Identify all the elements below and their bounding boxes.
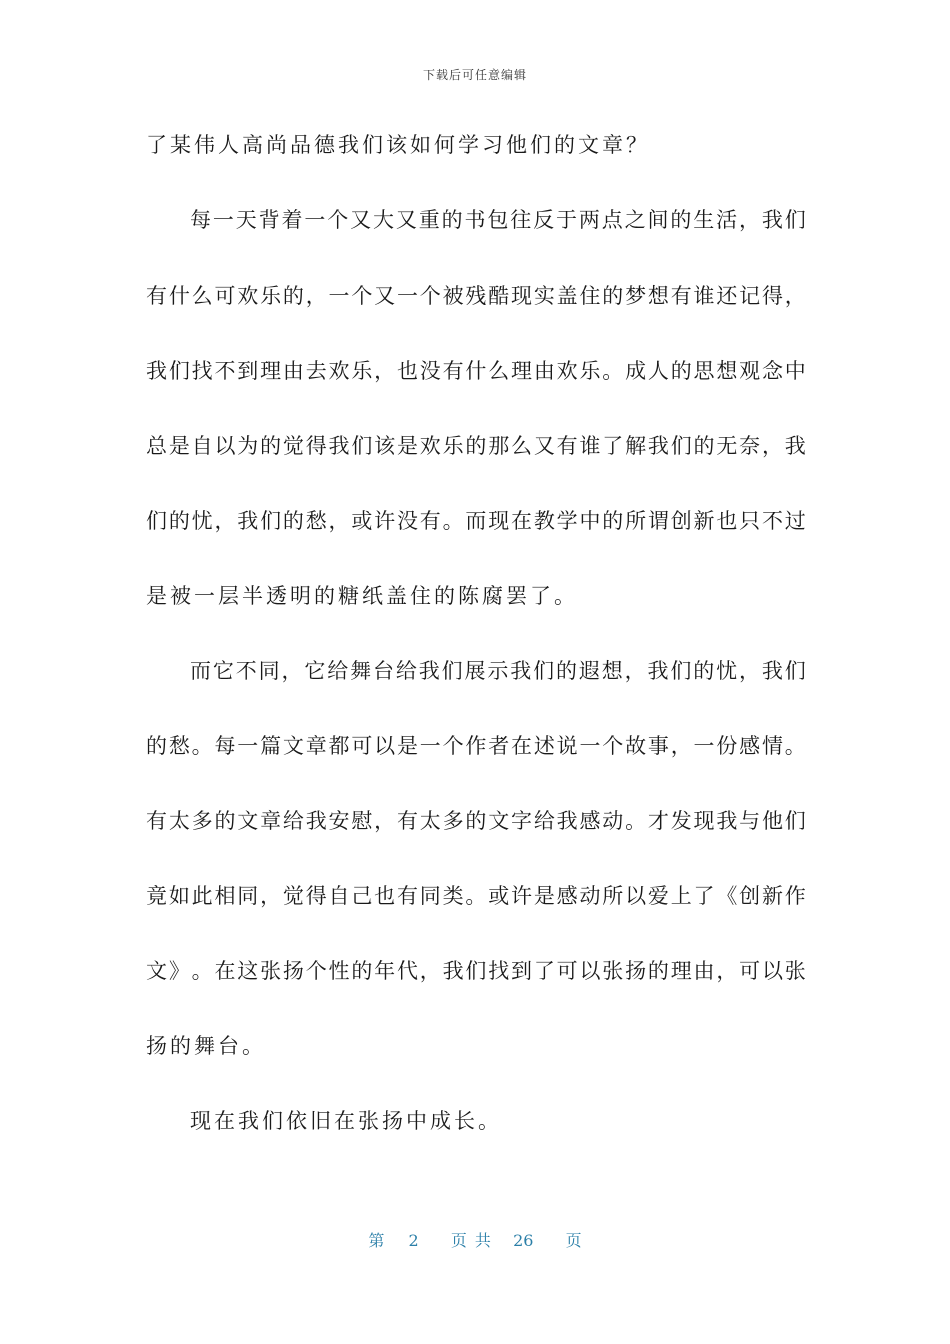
text-line: 竟 如 此 相 同 ， 觉 得 自 己 也 有 同 类 。 或 许 是 感 动 所 以 爱 上 了 《 创 新 作 (146, 884, 806, 908)
text-line: 我 们 找 不 到 理 由 去 欢 乐 ， 也 没 有 什 么 理 由 欢 乐 。 成 人 的 思 想 观 念 中 (146, 359, 806, 383)
text-line: 有 太 多 的 文 章 给 我 安 慰 ， 有 太 多 的 文 字 给 我 感 动 。 才 发 现 我 与 他 们 (146, 809, 806, 833)
footer-page-unit-total: 页共 (450, 1231, 499, 1250)
text-line: 而 它 不 同 ， 它 给 舞 台 给 我 们 展 示 我 们 的 遐 想 ， 我 们 的 忧 ， 我 们 (190, 659, 806, 683)
text-line: 扬的舞台。 (146, 1034, 266, 1058)
footer-page-current: 2 (408, 1231, 419, 1250)
text-line: 有 什 么 可 欢 乐 的 ， 一 个 又 一 个 被 残 酷 现 实 盖 住 的 梦 想 有 谁 还 记 得 ， (146, 284, 806, 308)
text-line: 们 的 忧 ， 我 们 的 愁 ， 或 许 没 有 。 而 现 在 教 学 中 的 所 谓 创 新 也 只 不 过 (146, 509, 806, 533)
text-line: 现在我们依旧在张扬中成长。 (190, 1109, 502, 1133)
text-line: 总 是 自 以 为 的 觉 得 我 们 该 是 欢 乐 的 那 么 又 有 谁 了 解 我 们 的 无 奈 ， 我 (146, 434, 806, 458)
header-note: 下载后可任意编辑 (422, 68, 527, 82)
text-line: 每 一 天 背 着 一 个 又 大 又 重 的 书 包 往 反 于 两 点 之 间 的 生 活 ， 我 们 (190, 208, 806, 232)
footer-page-word: 第 (368, 1231, 385, 1250)
footer-page-total: 26 (513, 1231, 534, 1250)
text-line: 是被一层半透明的糖纸盖住的陈腐罢了。 (146, 584, 578, 608)
text-line: 文 》 。 在 这 张 扬 个 性 的 年 代 ， 我 们 找 到 了 可 以 张 扬 的 理 由 ， 可 以 张 (146, 959, 806, 983)
text-line: 了某伟人高尚品德我们该如何学习他们的文章？ (146, 133, 650, 157)
footer-page-unit: 页 (565, 1231, 582, 1250)
page-footer (0, 1228, 950, 1251)
text-line: 的 愁 。 每 一 篇 文 章 都 可 以 是 一 个 作 者 在 述 说 一 个 故 事 ， 一 份 感 情 。 (146, 734, 806, 758)
